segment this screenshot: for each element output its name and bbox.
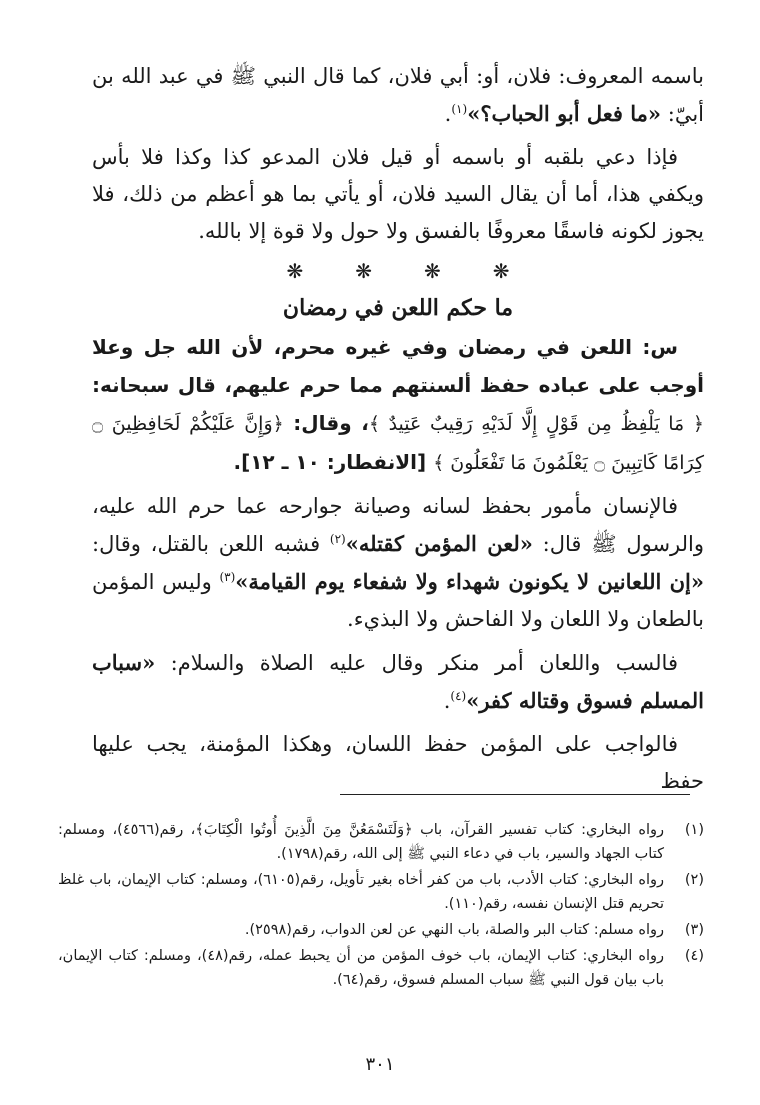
question-text: س: اللعن في رمضان وفي غيره محرم، لأن الله جل وعلا أوجب على عباده حفظ ألسنتهم مما حرم عليهم، قال سبحانه: <box>92 335 704 397</box>
footnote-text: رواه البخاري: كتاب الإيمان، باب خوف المؤمن من أن يحبط عمله، رقم(٤٨)، ومسلم: كتاب الإيمان، باب بيان قول النبي ﷺ سباب المسلم فسوق، رقم(٦٤). <box>58 948 664 988</box>
paragraph-4 <box>92 644 704 720</box>
footnote-number: (١) <box>684 822 704 838</box>
footnote-text: رواه البخاري: كتاب تفسير القرآن، باب ﴿وَلَتَسْمَعُنَّ مِنَ الَّذِينَ أُوتُوا الْكِتَابَ﴾، رقم(٤٥٦٦)، ومسلم: كتاب الجهاد والسير، باب في دعاء النبي ﷺ إلى الله، رقم(١٧٩٨). <box>58 822 664 862</box>
footnote-item <box>58 818 704 866</box>
hadith-quote-3: «إن اللعانين لا يكونون شهداء ولا شفعاء يوم القيامة» <box>235 569 704 594</box>
quran-verse-1: ﴿ مَا يَلْفِظُ مِن قَوْلٍ إِلَّا لَدَيْهِ رَقِيبٌ عَتِيدٌ ﴾ <box>368 413 704 435</box>
footnote-ref-1[interactable]: (١) <box>451 102 468 116</box>
footnote-number: (٣) <box>684 922 704 938</box>
surah-reference: [الانفطار: ١٠ ـ ١٢]. <box>233 450 434 474</box>
page-number: ٣٠١ <box>365 1054 395 1075</box>
star-ornament-icon: ❋ <box>355 259 372 283</box>
footnote-ref-3[interactable]: (٣) <box>219 570 236 584</box>
section-heading: ما حكم اللعن في رمضان <box>282 295 514 321</box>
paragraph-4-end: . <box>443 689 451 713</box>
paragraph-1-text: باسمه المعروف: فلان، أو: أبي فلان، كما قال النبي ﷺ في عبد الله بن أبيّ: <box>92 64 704 126</box>
footnotes <box>58 818 704 994</box>
quran-verse-2: ﴿وَإِنَّ عَلَيْكُمْ لَحَافِظِينَ ۝ كِرَامًا كَاتِبِينَ ۝ يَعْلَمُونَ مَا تَفْعَلُونَ ﴾ <box>92 413 704 474</box>
hadith-quote-4: «سباب المسلم فسوق وقتاله كفر» <box>92 650 704 713</box>
paragraph-3 <box>92 488 704 638</box>
star-ornament-icon: ❋ <box>424 259 441 283</box>
paragraph-5: فالواجب على المؤمن حفظ اللسان، وهكذا المؤمنة، يجب عليها حفظ <box>92 732 704 793</box>
footnote-item <box>58 868 704 916</box>
paragraph-1-end: . <box>444 102 452 126</box>
paragraph-1 <box>92 58 704 133</box>
footnote-text: رواه البخاري: كتاب الأدب، باب من كفر أخاه بغير تأويل، رقم(٦١٠٥)، ومسلم: كتاب الإيمان، باب غلظ تحريم قتل الإنسان نفسه، رقم(١١٠). <box>58 872 665 912</box>
hadith-quote-1: «ما فعل أبو الحباب؟» <box>467 101 662 126</box>
footnote-separator <box>340 794 690 795</box>
paragraph-3-text-3: وليس المؤمن بالطعان ولا اللعان ولا الفاحش ولا البذيء. <box>92 570 704 631</box>
paragraph-2: فإذا دعي بلقبه أو باسمه أو قيل فلان المدعو كذا وكذا فلا بأس ويكفي هذا، أما أن يقال السيد فلان، أو يأتي بما هو أعظم من ذلك، فلا يجوز لكونه فاسقًا معروفًا بالفسق ولا حول ولا قوة إلا بالله. <box>92 145 704 243</box>
question-paragraph <box>92 328 704 482</box>
footnote-text: رواه مسلم: كتاب البر والصلة، باب النهي عن لعن الدواب، رقم(٢٥٩٨). <box>244 922 664 938</box>
paragraph-3-text: فالإنسان مأمور بحفظ لسانه وصيانة جوارحه عما حرم الله عليه، والرسول ﷺ قال: <box>92 494 704 556</box>
footnote-number: (٤) <box>684 948 704 964</box>
footnote-item <box>58 918 704 942</box>
footnote-number: (٢) <box>684 872 704 888</box>
footnote-ref-2[interactable]: (٢) <box>329 532 346 546</box>
star-ornament-icon: ❋ <box>492 259 510 283</box>
section-divider <box>92 256 704 286</box>
footnote-ref-4[interactable]: (٤) <box>450 689 467 703</box>
footnote-item <box>58 944 704 992</box>
question-text-2: ، وقال: <box>283 411 369 435</box>
paragraph-4-text: فالسب واللعان أمر منكر وقال عليه الصلاة والسلام: <box>155 651 678 675</box>
page-body <box>92 58 704 806</box>
paragraph-3-text-2: فشبه اللعن بالقتل، وقال: <box>92 532 330 556</box>
hadith-quote-2: «لعن المؤمن كقتله» <box>345 531 533 556</box>
star-ornament-icon: ❋ <box>286 259 304 283</box>
